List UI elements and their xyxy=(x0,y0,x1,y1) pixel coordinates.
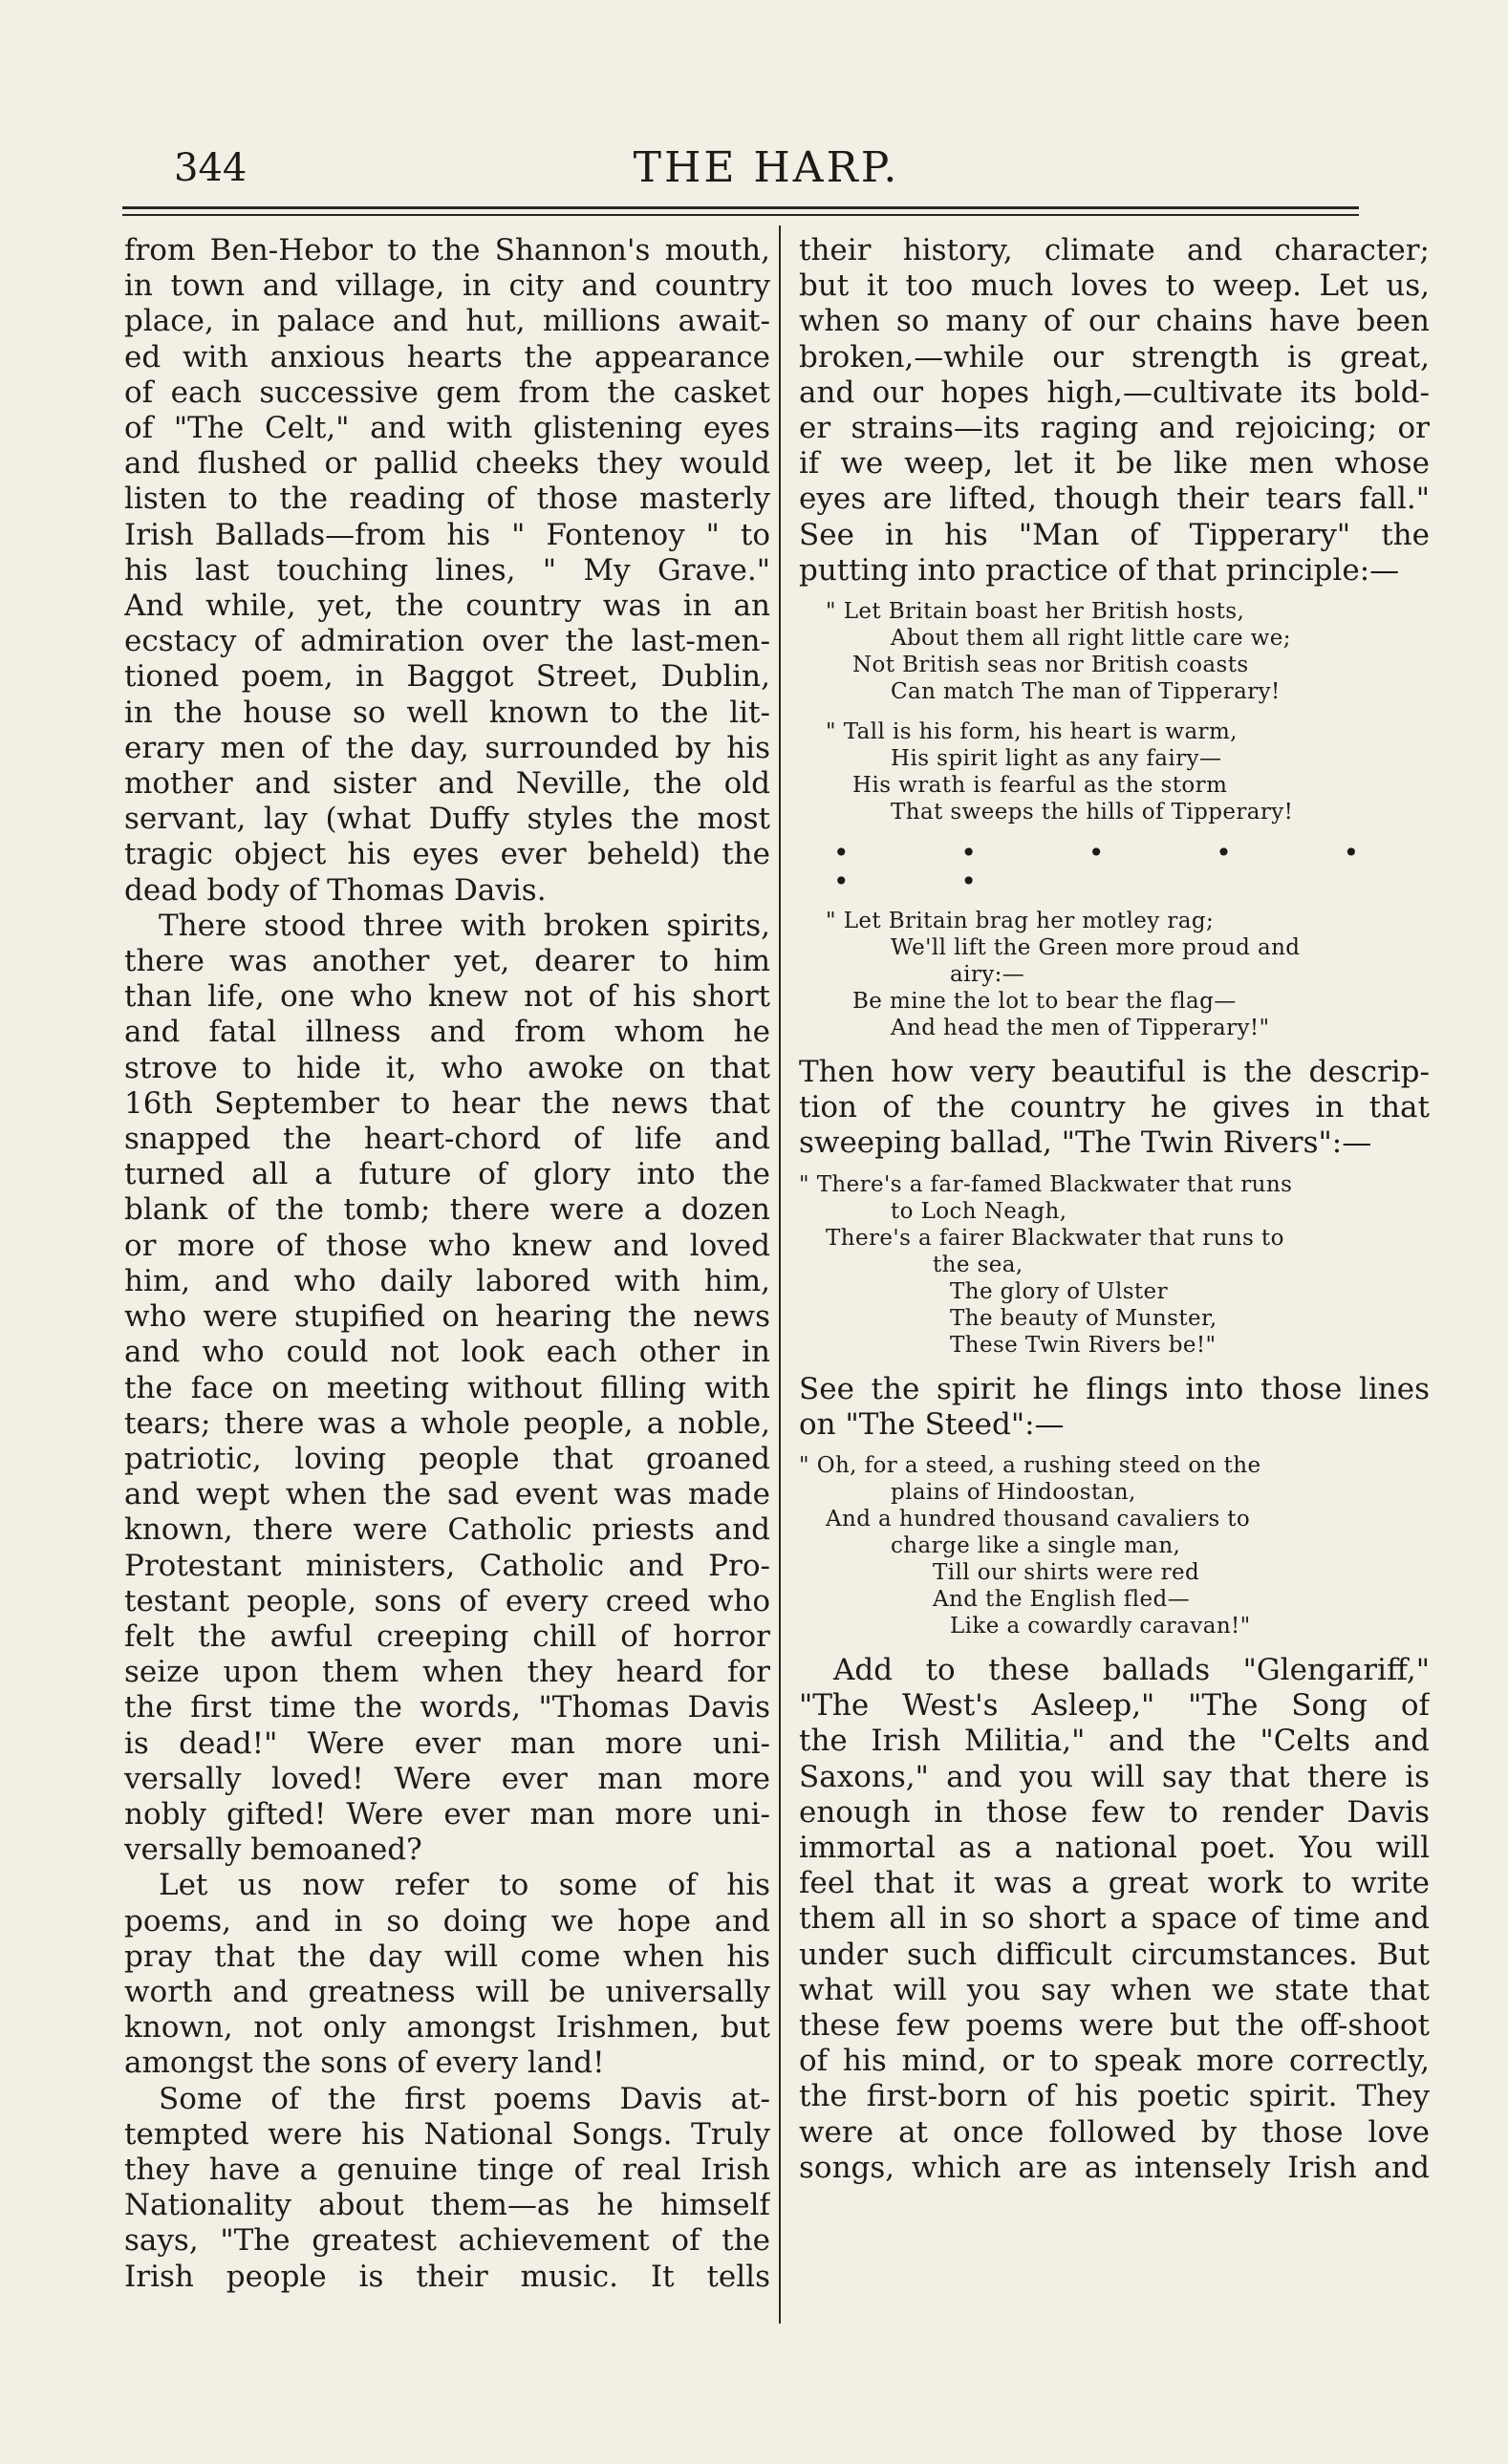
verse-line: And head the men of Tipperary!" xyxy=(891,1016,1270,1041)
text-line: tion of the country he gives in that xyxy=(799,1090,1430,1125)
verse-line: " Let Britain boast her British hosts, xyxy=(826,599,1245,625)
text-line: or more of those who knew and loved xyxy=(124,1228,770,1263)
text-line: See the spirit he flings into those lines xyxy=(799,1371,1430,1406)
text-line: him, and who daily labored with him, xyxy=(124,1263,770,1298)
paragraph xyxy=(799,1055,1430,1162)
verse-line: to Loch Neagh, xyxy=(891,1198,1067,1224)
text-line: versally bemoaned? xyxy=(124,1832,422,1868)
verse-line: charge like a single man, xyxy=(891,1533,1181,1559)
text-line: on "The Steed":— xyxy=(799,1406,1065,1442)
verse-line: the sea, xyxy=(933,1252,1023,1277)
verse-line: We'll lift the Green more proud and xyxy=(891,935,1301,961)
verse-line: Not British seas nor British coasts xyxy=(852,653,1249,678)
text-line: who were stupified on hearing the news xyxy=(124,1299,770,1335)
text-line: his last touching lines, " My Grave." xyxy=(124,552,770,588)
page-header xyxy=(174,141,1359,199)
text-line: songs, which are as intensely Irish and xyxy=(799,2150,1430,2185)
text-line: if we weep, let it be like men whose xyxy=(799,446,1430,482)
text-line: says, "The greatest achievement of the xyxy=(124,2223,770,2259)
text-line: tragic object his eyes ever beheld) the xyxy=(124,837,770,872)
verse-line: airy:— xyxy=(950,962,1025,988)
text-line: them all in so short a space of time and xyxy=(799,1901,1430,1937)
text-line: putting into practice of that principle:— xyxy=(799,552,1400,588)
verse-line: " Let Britain brag her motley rag; xyxy=(826,909,1215,934)
text-line: worth and greatness will be universally xyxy=(124,1974,770,2009)
text-line: versally loved! Were ever man more xyxy=(124,1761,770,1796)
text-line: Irish Ballads—from his " Fontenoy " to xyxy=(124,517,770,552)
text-line: Let us now refer to some of his xyxy=(159,1868,770,1903)
text-line: And while, yet, the country was in an xyxy=(124,589,770,624)
verse-line: plains of Hindoostan, xyxy=(891,1480,1136,1506)
text-line: of each successive gem from the casket xyxy=(124,375,770,410)
text-line: ed with anxious hearts the appearance xyxy=(124,339,770,375)
verse-line: His wrath is fearful as the storm xyxy=(852,773,1228,799)
text-line: "The West's Asleep," "The Song of xyxy=(799,1688,1430,1724)
text-line: seize upon them when they heard for xyxy=(124,1655,770,1690)
text-line: of "The Celt," and with glistening eyes xyxy=(124,411,770,446)
text-line: Protestant ministers, Catholic and Pro- xyxy=(124,1548,770,1583)
verse-stanza xyxy=(799,598,1430,705)
text-line: they have a genuine tinge of real Irish xyxy=(124,2152,770,2187)
paragraph xyxy=(799,1653,1430,2186)
text-line: 16th September to hear the news that xyxy=(124,1085,770,1121)
text-line: in town and village, in city and country xyxy=(124,268,770,304)
text-line: in the house so well known to the lit- xyxy=(124,695,770,730)
text-line: their history, climate and character; xyxy=(799,233,1430,268)
text-line: broken,—while our strength is great, xyxy=(799,339,1430,375)
text-line: and our hopes high,—cultivate its bold- xyxy=(799,375,1430,410)
verse-stanza xyxy=(799,1171,1430,1359)
text-line: pray that the day will come when his xyxy=(124,1939,770,1974)
text-line: mother and sister and Neville, the old xyxy=(124,766,770,802)
text-line: Nationality about them—as he himself xyxy=(124,2188,770,2223)
verse-line: The glory of Ulster xyxy=(950,1278,1168,1304)
verse-line: Can match The man of Tipperary! xyxy=(891,679,1281,705)
text-line: were at once followed by those love xyxy=(799,2114,1430,2150)
text-line: Irish people is their music. It tells xyxy=(124,2259,770,2294)
text-line: felt the awful creeping chill of horror xyxy=(124,1618,770,1654)
verse-line: There's a fairer Blackwater that runs to xyxy=(826,1225,1284,1251)
verse-stanza xyxy=(799,718,1430,825)
text-line: patriotic, loving people that groaned xyxy=(124,1441,770,1476)
verse-line: " Tall is his form, his heart is warm, xyxy=(826,719,1238,745)
verse-line: " Oh, for a steed, a rushing steed on the xyxy=(799,1453,1261,1479)
text-line: poems, and in so doing we hope and xyxy=(124,1903,770,1939)
verse-line: Be mine the lot to bear the flag— xyxy=(852,989,1237,1015)
text-line: snapped the heart-chord of life and xyxy=(124,1122,770,1157)
verse-line: And the English fled— xyxy=(933,1587,1191,1613)
text-line: Some of the first poems Davis at- xyxy=(159,2081,770,2116)
running-title: THE HARP. xyxy=(633,143,900,192)
text-line: ecstacy of admiration over the last-men- xyxy=(124,624,770,659)
text-line: the face on meeting without filling with xyxy=(124,1370,770,1405)
verse-line: " There's a far-famed Blackwater that runs xyxy=(799,1171,1293,1197)
verse-line: These Twin Rivers be!" xyxy=(950,1332,1217,1358)
text-line: eyes are lifted, though their tears fall." xyxy=(799,482,1430,517)
text-line: See in his "Man of Tipperary" the xyxy=(799,517,1430,552)
text-line: testant people, sons of every creed who xyxy=(124,1583,770,1618)
page-number: 344 xyxy=(174,146,248,190)
text-line: these few poems were but the off-shoot xyxy=(799,2008,1430,2044)
text-line: and who could not look each other in xyxy=(124,1335,770,1370)
text-line: and flushed or pallid cheeks they would xyxy=(124,446,770,482)
text-line: amongst the sons of every land! xyxy=(124,2046,605,2081)
paragraph xyxy=(799,1372,1430,1443)
text-line: listen to the reading of those masterly xyxy=(124,482,770,517)
text-line: the first time the words, "Thomas Davis xyxy=(124,1690,770,1725)
left-column xyxy=(124,233,770,2295)
text-line: under such difficult circumstances. But xyxy=(799,1937,1430,1972)
text-line: Saxons," and you will say that there is xyxy=(799,1759,1430,1794)
verse-line: About them all right little care we; xyxy=(891,626,1291,652)
text-line: There stood three with broken spirits, xyxy=(159,908,770,943)
text-line: Add to these ballads "Glengariff," xyxy=(833,1653,1430,1688)
text-line: is dead!" Were ever man more uni- xyxy=(124,1725,770,1761)
text-line: nobly gifted! Were ever man more uni- xyxy=(124,1796,770,1832)
text-line: erary men of the day, surrounded by his xyxy=(124,730,770,765)
text-line: er strains—its raging and rejoicing; or xyxy=(799,411,1430,446)
right-column xyxy=(799,233,1430,2186)
text-line: enough in those few to render Davis xyxy=(799,1794,1430,1830)
verse-stanza xyxy=(799,1452,1430,1639)
verse-line: The beauty of Munster, xyxy=(950,1305,1217,1331)
text-line: what will you say when we state that xyxy=(799,1972,1430,2007)
verse-line: Like a cowardly caravan!" xyxy=(950,1614,1251,1639)
text-line: Then how very beautiful is the descrip- xyxy=(799,1055,1430,1090)
text-line: the Irish Militia," and the "Celts and xyxy=(799,1724,1430,1759)
header-rule-secondary xyxy=(122,214,1359,216)
text-line: there was another yet, dearer to him xyxy=(124,944,770,979)
text-line: than life, one who knew not of his short xyxy=(124,979,770,1015)
text-line: and fatal illness and from whom he xyxy=(124,1015,770,1050)
text-line: turned all a future of glory into the xyxy=(124,1157,770,1192)
text-line: tears; there was a whole people, a noble, xyxy=(124,1405,770,1441)
text-line: place, in palace and hut, millions await- xyxy=(124,304,770,339)
text-line: tioned poem, in Baggot Street, Dublin, xyxy=(124,659,770,695)
verse-line: His spirit light as any fairy— xyxy=(891,746,1222,772)
text-line: known, there were Catholic priests and xyxy=(124,1512,770,1548)
text-line: but it too much loves to weep. Let us, xyxy=(799,268,1430,304)
text-line: and wept when the sad event was made xyxy=(124,1477,770,1512)
text-line: dead body of Thomas Davis. xyxy=(124,872,547,908)
paragraph xyxy=(799,233,1430,589)
column-divider xyxy=(779,225,781,2324)
verse-stanza xyxy=(799,908,1430,1041)
verse-line: That sweeps the hills of Tipperary! xyxy=(891,800,1294,825)
text-line: of his mind, or to speak more correctly, xyxy=(799,2044,1430,2079)
text-line: from Ben-Hebor to the Shannon's mouth, xyxy=(124,233,770,268)
text-line: known, not only amongst Irishmen, but xyxy=(124,2010,770,2046)
verse-line: Till our shirts were red xyxy=(933,1560,1200,1586)
text-line: servant, lay (what Duffy styles the most xyxy=(124,802,770,837)
text-line: feel that it was a great work to write xyxy=(799,1866,1430,1901)
header-rule xyxy=(122,206,1359,209)
text-line: tempted were his National Songs. Truly xyxy=(124,2116,770,2152)
verse-line: And a hundred thousand cavaliers to xyxy=(826,1507,1251,1532)
text-line: immortal as a national poet. You will xyxy=(799,1831,1430,1866)
text-line: blank of the tomb; there were a dozen xyxy=(124,1192,770,1228)
text-line: strove to hide it, who awoke on that xyxy=(124,1050,770,1085)
ellipsis-dots: • • • • • • • xyxy=(833,837,1411,898)
text-line: when so many of our chains have been xyxy=(799,304,1430,339)
text-line: the first-born of his poetic spirit. They xyxy=(799,2079,1430,2114)
text-line: sweeping ballad, "The Twin Rivers":— xyxy=(799,1125,1372,1161)
